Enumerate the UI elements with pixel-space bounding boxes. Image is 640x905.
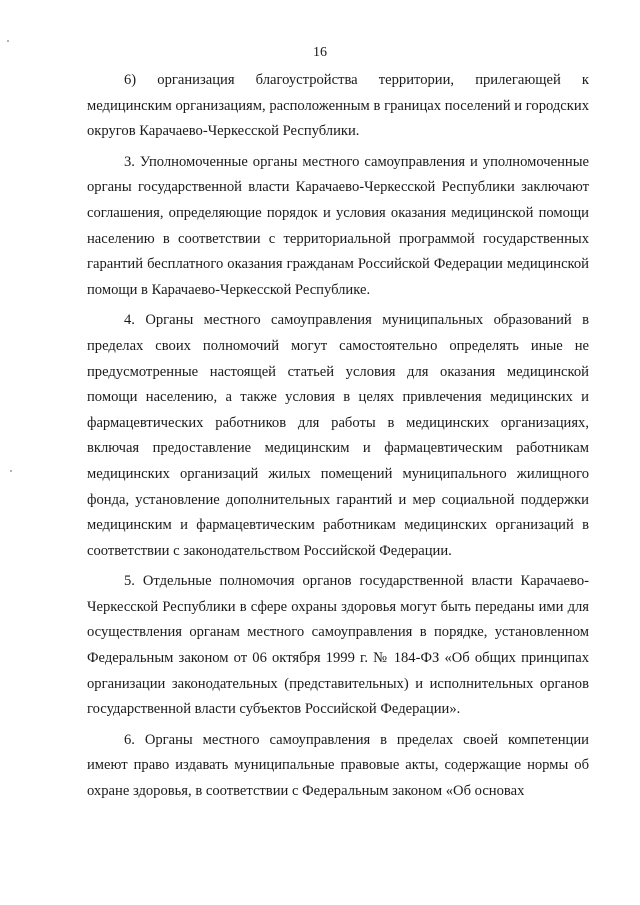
document-body: [87, 68, 589, 805]
paragraph-section-5: 5. Отдельные полномочия органов государственной власти Карачаево-Черкесской Республики в сфере охраны здоровья могут быть переданы ими для осуществления органам местного самоуправления в порядке, установленном Федеральным законом от 06 октября 1999 г. № 184-ФЗ «Об общих принципах организации законодательных (представительных) и исполнительных органов государственной власти субъектов Российской Федерации».: [87, 573, 589, 718]
paragraph-item-6: 6) организация благоустройства территории, прилегающей к медицинским организациям, расположенным в границах поселений и городских округов Карачаево-Черкесской Республики.: [87, 72, 589, 140]
paragraph-section-6: 6. Органы местного самоуправления в пределах своей компетенции имеют право издавать муниципальные правовые акты, содержащие нормы об охране здоровья, в соответствии с Федеральным законом «Об основах: [87, 731, 589, 800]
scan-speck: [7, 40, 9, 42]
scan-speck: [10, 470, 12, 472]
paragraph-section-3: 3. Уполномоченные органы местного самоуправления и уполномоченные органы государственной власти Карачаево-Черкесской Республики заключают соглашения, определяющие порядок и условия оказания медицинской помощи населению в соответствии с территориальной программой государственных гарантий бесплатного оказания гражданам Российской Федерации медицинской помощи в Карачаево-Черкесской Республике.: [87, 153, 589, 298]
paragraph-section-4: 4. Органы местного самоуправления муниципальных образований в пределах своих полномочий могут самостоятельно определять иные не предусмотренные настоящей статьей условия для оказания медицинской помощи населению, а также условия в целях привлечения медицинских и фармацевтических работников для работы в медицинских организациях, включая предоставление медицинским и фармацевтическим работникам медицинских организаций жилых помещений муниципального жилищного фонда, установление дополнительных гарантий и мер социальной поддержки медицинским и фармацевтическим работникам медицинских организаций в соответствии с законодательством Российской Федерации.: [87, 312, 589, 559]
page-number: 16: [313, 45, 327, 60]
